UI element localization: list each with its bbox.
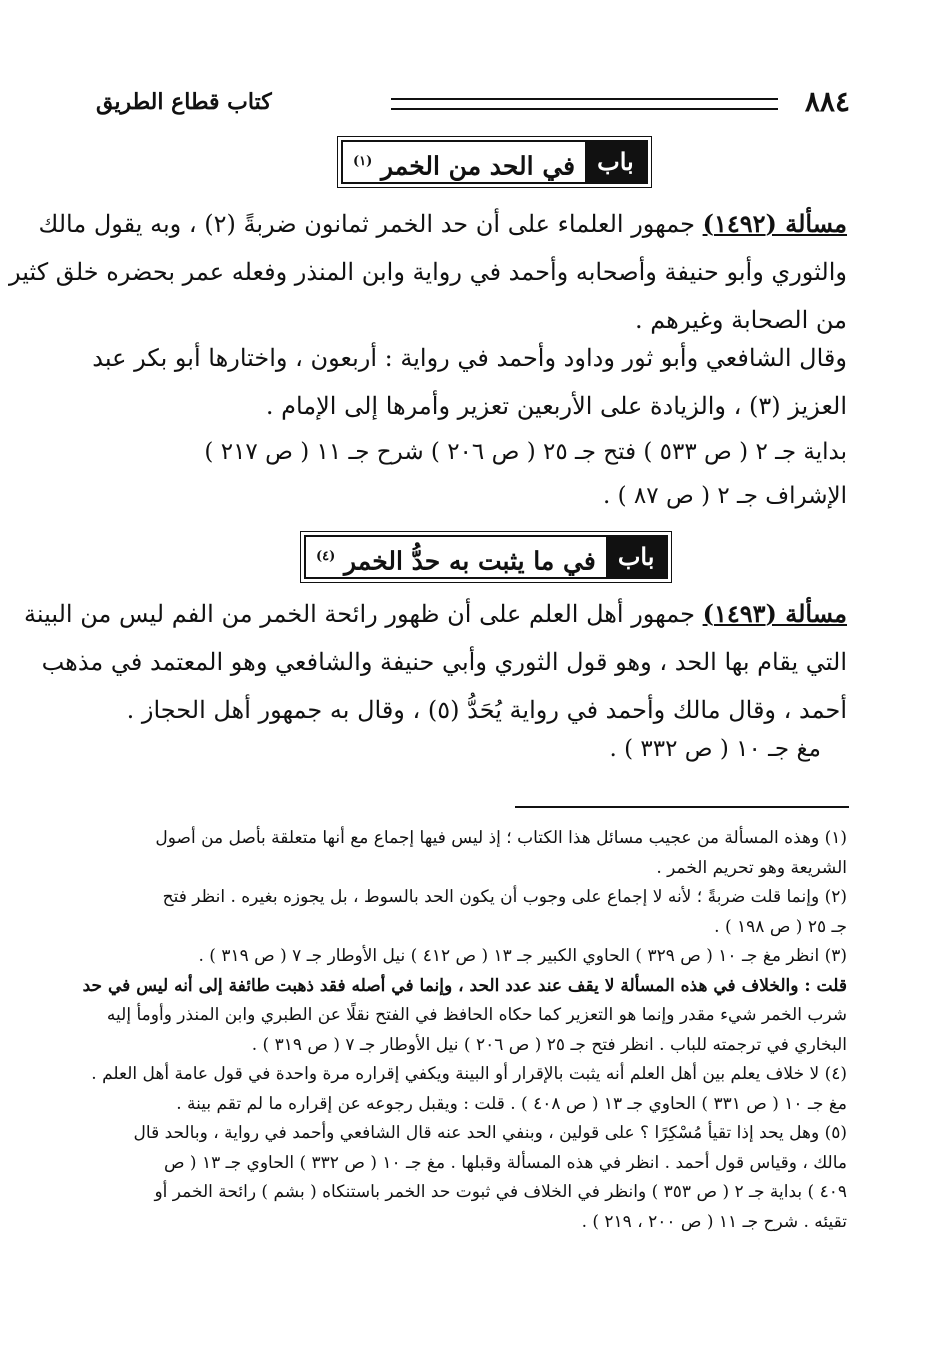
masala-text: جمهور العلماء على أن حد الخمر ثمانون ضربةً (٢) ، وبه يقول مالك (38, 210, 695, 238)
paragraph-line: العزيز (٣) ، والزيادة على الأربعين تعزير وأمرها إلى الإمام . (265, 392, 847, 420)
footnote-line: تقيئه . شرح جـ ١١ ( ص ٢٠٠ ، ٢١٩ ) . (581, 1211, 847, 1232)
footnote-line: مالك ، وقياس قول أحمد . انظر في هذه المسألة وقبلها . مغ جـ ١٠ ( ص ٣٣٢ ) الحاوي جـ ١٣ ( ص (163, 1152, 847, 1173)
reference-line: بداية جـ ٢ ( ص ٥٣٣ ) فتح جـ ٢٥ ( ص ٢٠٦ ) شرح جـ ١١ ( ص ٢١٧ ) (204, 439, 847, 465)
paragraph-shafii (91, 334, 847, 430)
section-title (306, 537, 606, 577)
masala-line: أحمد ، وقال مالك وأحمد في رواية يُحَدُّ (٥) ، وقال به جمهور أهل الحجاز . (126, 696, 847, 724)
reference-line: الإشراف جـ ٢ ( ص ٨٧ ) . (603, 483, 847, 509)
section-heading-2 (304, 535, 668, 579)
section-title-text: في الحد من الخمر (381, 151, 576, 181)
footnote-line: ٤٠٩ ) بداية جـ ٢ ( ص ٣٥٣ ) وانظر في الخلاف في ثبوت حد الخمر باستنكاه ( بشم ) رائحة الخمر أو (154, 1182, 847, 1202)
header-double-rule (391, 98, 778, 110)
footnote-line: (٤) لا خلاف يعلم بين أهل العلم أنه يثبت بالإقرار أو البينة ويكفي إقراره مرة واحدة في قول عامة أهل العلم . (91, 1064, 847, 1084)
footnote-ref: (١) (353, 154, 373, 169)
reference-line: مغ جـ ١٠ ( ص ٣٣٢ ) . (609, 736, 821, 762)
footnote-line: قلت : والخلاف في هذه المسألة لا يقف عند عدد الحد ، وإنما في أصله فقد ذهبت طائفة إلى أنه ليس في حد (82, 975, 847, 996)
footnote-line: الشريعة وهو تحريم الخمر . (656, 857, 847, 878)
references-2 (65, 727, 821, 771)
page-number: ٨٨٤ (804, 85, 850, 118)
masala-number: مسألة (١٤٩٣) (702, 599, 847, 628)
footnote-line: شرب الخمر شيء مقدر وإنما هو التعزير كما حكاه الحافظ في الفتح نقلًا عن الطبري وابن المنذر وأومأ إليه (106, 1005, 847, 1025)
section-title (343, 142, 585, 182)
masala-text: جمهور أهل العلم على أن ظهور رائحة الخمر من الفم ليس من البينة (24, 600, 695, 628)
footnote-separator (515, 806, 849, 808)
section-label: باب (585, 142, 646, 182)
masala-line (38, 200, 847, 248)
section-heading-1 (341, 140, 648, 184)
footnote-line: البخاري في ترجمته للباب . انظر فتح جـ ٢٥ ( ص ٢٠٦ ) نيل الأوطار جـ ٧ ( ص ٣١٩ ) . (251, 1034, 847, 1055)
paragraph-line: وقال الشافعي وأبو ثور وداود وأحمد في رواية : أربعون ، واختارها أبو بكر عبد (92, 344, 847, 372)
masala-line (24, 590, 847, 638)
footnote-line: جـ ٢٥ ( ص ١٩٨ ) . (714, 916, 847, 937)
masala-1492 (9, 200, 847, 344)
page-header (96, 84, 850, 120)
masala-line: من الصحابة وغيرهم . (634, 306, 847, 334)
masala-line: التي يقام بها الحد ، وهو قول الثوري وأبي حنيفة والشافعي وهو المعتمد في مذهب (41, 648, 847, 676)
footnote-line: (٣) انظر مغ جـ ١٠ ( ص ٣٢٩ ) الحاوي الكبير جـ ١٣ ( ص ٤١٢ ) نيل الأوطار جـ ٧ ( ص ٣١٩ ) . (198, 946, 847, 966)
masala-line: والثوري وأبو حنيفة وأصحابه وأحمد في رواية وابن المنذر وفعله عمر بحضره خلق كثير (9, 258, 847, 286)
footnote-line: مغ جـ ١٠ ( ص ٣٣١ ) الحاوي جـ ١٣ ( ص ٤٠٨ ) . قلت : ويقبل رجوعه عن إقراره ما لم تقم بينة . (176, 1093, 847, 1114)
book-title: كتاب قطاع الطريق (96, 89, 272, 115)
footnote-line: (٥) وهل يحد إذا تقيأ مُسْكِرًا ؟ على قولين ، وبنفي الحد عنه قال الشافعي وأحمد في رواية ، وبالحد قال (133, 1123, 847, 1143)
section-label: باب (606, 537, 667, 577)
section-title-text: في ما يثبت به حدُّ الخمر (344, 546, 596, 576)
footnotes (82, 824, 847, 1237)
references-1 (91, 430, 847, 518)
footnote-ref: (٤) (316, 549, 336, 564)
masala-number: مسألة (١٤٩٢) (702, 209, 847, 238)
footnote-line: (٢) وإنما قلت ضربةً ؛ لأنه لا إجماع على وجوب أن يكون الحد بالسوط ، بل يجوزه بغيره . انظر فتح (162, 887, 847, 907)
footnote-line: (١) وهذه المسألة من عجيب مسائل هذا الكتاب ؛ إذ ليس فيها إجماع مع أنها متعلقة بأصل من أصول (155, 828, 847, 848)
masala-1493 (24, 590, 847, 734)
